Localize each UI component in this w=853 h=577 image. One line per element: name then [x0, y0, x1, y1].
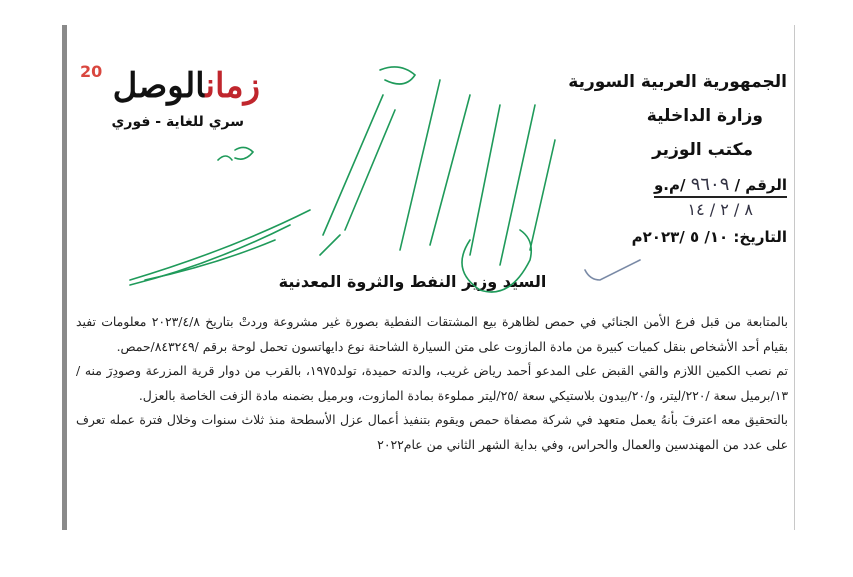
logo-name: زمانالوصل	[112, 66, 260, 106]
logo-tagline: سري للغاية - فوري	[111, 114, 244, 130]
annotation-stroke	[530, 140, 555, 250]
annotation-stroke	[145, 240, 275, 280]
newspaper-logo	[80, 58, 280, 138]
annotation-stroke	[320, 110, 395, 255]
annotation-stroke	[400, 80, 440, 250]
paragraph: بالمتابعة من قبل فرع الأمن الجنائي في حمص لظاهرة بيع المشتقات النفطية بصورة غير مشروعة وردتْ بتاريخ ٢٠٢٣/٤/٨ معلومات تفيد بقيام أحد الأشخاص بنقل كميات كبيرة من مادة المازوت على متن السيارة الشاحنة نوع دايهاتسون تحمل لوحة برقم /٨٤٣٢٤٩/حمص.	[76, 314, 788, 354]
annotation-stroke	[430, 95, 470, 245]
logo-badge: 20	[80, 62, 103, 81]
annotation-stroke	[380, 67, 415, 84]
annotation-stroke	[585, 260, 640, 280]
annotation-stroke	[130, 225, 290, 285]
document-body	[76, 310, 788, 457]
document-date: التاريخ: ١٠/ ٥ /٢٠٢٣م	[631, 228, 787, 246]
handwritten-date: ٨ / ٢ / ١٤	[687, 200, 753, 219]
reference-number: الرقم / ٩٦٠٩ /م.و	[654, 174, 787, 198]
annotation-stroke	[323, 95, 383, 235]
document-addressee: السيد وزير النفط والثروة المعدنية	[278, 272, 547, 291]
header-ministry: وزارة الداخلية	[646, 106, 763, 126]
annotation-stroke	[218, 147, 253, 160]
scan-right-edge	[794, 25, 795, 530]
paragraph: بالتحقيق معه اعترفَ بأنهُ يعمل متعهد في شركة مصفاة حمص ويقوم بتنفيذ أعمال عزل الأسطحة منذ ثلاث سنوات وخلال فترة عمله تعرف على عدد من المهندسين والعمال والحراس، وفي بداية الشهر الثاني من عام٢٠٢٢	[76, 412, 788, 452]
scan-left-edge	[62, 25, 67, 530]
annotation-stroke	[130, 210, 310, 280]
annotation-stroke	[470, 105, 500, 255]
header-country: الجمهورية العربية السورية	[568, 72, 787, 92]
paragraph: تم نصب الكمين اللازم والقي القبض على المدعو أحمد رياض غريب، والدته حميدة، تولد١٩٧٥، بالقرب من دوار قرية المزرعة وصودِرَ منه /١٣/برميل سعة /٢٢٠/ليتر، و/٢٠/بيدون بلاستيكي سعة /٢٥/ليتر مملوءة بمادة المازوت، وبرميل بضمنه مادة الزفت الخاصة بالعزل.	[76, 363, 788, 403]
header-office: مكتب الوزير	[652, 140, 753, 160]
annotation-stroke	[500, 105, 535, 265]
